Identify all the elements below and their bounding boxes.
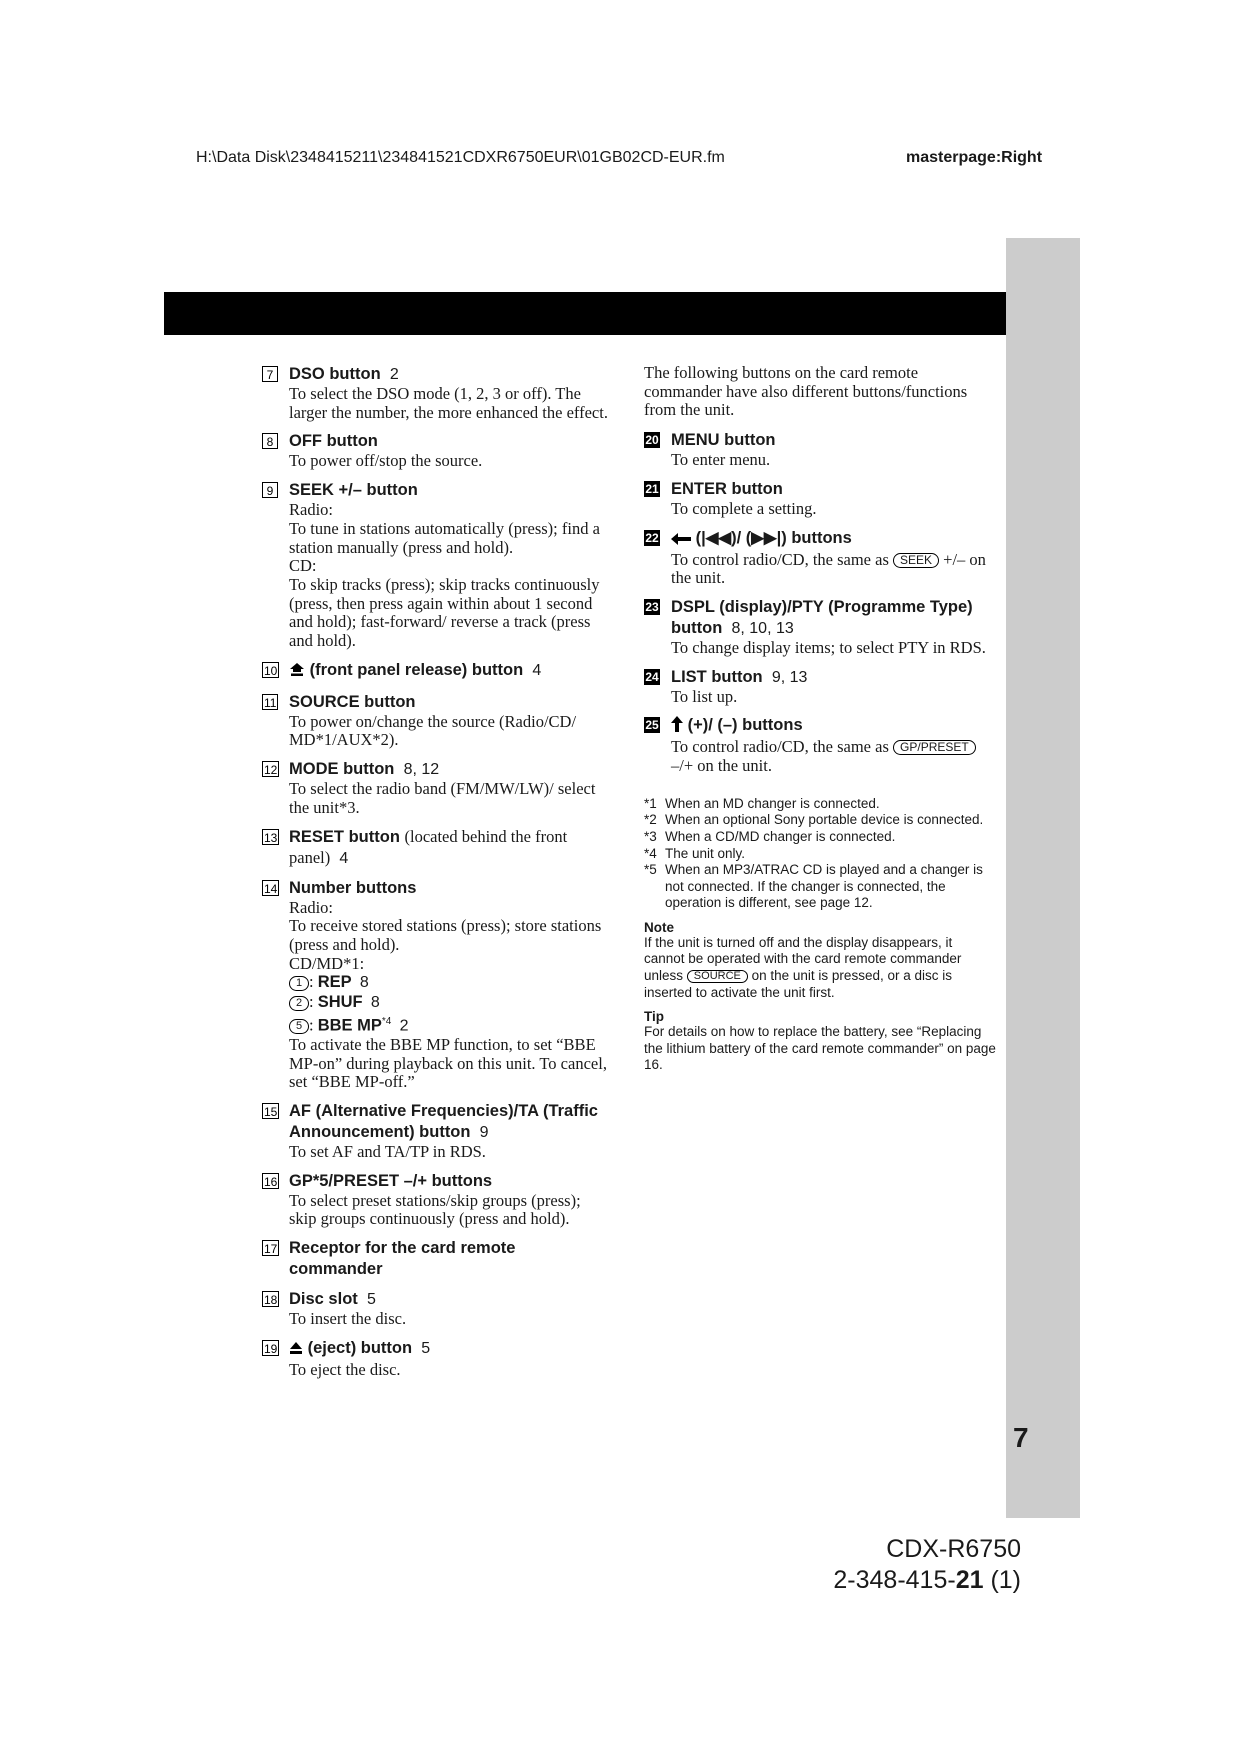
footnote xyxy=(644,812,996,829)
item-title: AF (Alternative Frequencies)/TA (Traffic Announcement) button xyxy=(289,1102,598,1142)
note-text: on the unit is pressed, or a disc is inserted to activate the unit first. xyxy=(644,968,952,1000)
item-number: 8 xyxy=(262,433,278,449)
item-title: (eject) button xyxy=(307,1338,413,1357)
footnote-mark: *1 xyxy=(644,795,657,811)
list-item xyxy=(262,1101,610,1162)
item-desc: Radio: xyxy=(289,897,333,917)
list-item xyxy=(262,364,610,422)
page-ref: 8 xyxy=(370,994,380,1012)
part-number xyxy=(833,1565,1021,1596)
number-key-2: 2 xyxy=(289,996,309,1011)
footnotes xyxy=(644,796,996,912)
item-desc: +/– on the unit. xyxy=(671,549,986,588)
list-item xyxy=(262,878,610,1093)
footnote-text: When an MD changer is connected. xyxy=(665,795,880,811)
footnote-text: When an optional Sony portable device is connected. xyxy=(665,812,984,828)
footnote-mark: *4 xyxy=(644,845,657,861)
item-number: 16 xyxy=(264,1174,278,1189)
item-title: SOURCE button xyxy=(289,692,416,711)
item-title: (front panel release) button xyxy=(309,660,524,679)
source-key-label: SOURCE xyxy=(687,970,748,983)
item-title: Disc slot xyxy=(289,1290,358,1309)
list-item xyxy=(644,528,996,588)
sub-footnote-mark: *4 xyxy=(381,1015,392,1027)
part-number-prefix: 2-348-415- xyxy=(833,1566,956,1594)
number-key-5: 5 xyxy=(289,1019,309,1034)
note-heading: Note xyxy=(644,919,674,935)
side-tab xyxy=(1006,238,1080,1518)
section-bar xyxy=(164,292,1006,335)
item-title: DSPL (display)/PTY (Programme Type) button xyxy=(671,597,973,637)
item-desc: To eject the disc. xyxy=(289,1359,401,1379)
item-desc: To select the DSO mode (1, 2, 3 or off). The larger the number, the more enhanced the effect. xyxy=(289,384,608,422)
list-item xyxy=(644,430,996,470)
page-ref: 8 xyxy=(359,974,369,992)
list-item xyxy=(262,1238,610,1280)
intro-text: The following buttons on the card remote commander have also different buttons/functions from the unit. xyxy=(644,363,968,420)
item-number: 14 xyxy=(264,881,278,896)
item-desc: To select preset stations/skip groups (press); skip groups continuously (press and hold). xyxy=(289,1190,581,1229)
item-number: 17 xyxy=(264,1242,278,1257)
item-desc: –/+ on the unit. xyxy=(671,756,772,776)
item-desc: Radio: xyxy=(289,500,333,520)
list-item xyxy=(262,431,610,471)
file-path: H:\Data Disk\2348415211\234841521CDXR6750EUR\01GB02CD-EUR.fm xyxy=(196,149,725,166)
model-name: CDX-R6750 xyxy=(886,1535,1021,1563)
item-desc: To receive stored stations (press); store stations (press and hold). xyxy=(289,916,602,954)
page-ref: 2 xyxy=(389,366,399,383)
arrow-left-icon xyxy=(671,530,691,551)
list-item xyxy=(644,715,996,775)
item-title: OFF button xyxy=(289,432,378,451)
footnote xyxy=(644,862,996,912)
item-desc: To complete a setting. xyxy=(671,498,817,518)
item-desc: To power off/stop the source. xyxy=(289,451,483,471)
item-number: 22 xyxy=(645,530,659,545)
footnote xyxy=(644,829,996,846)
tip-body: For details on how to replace the battery, see “Replacing the lithium battery of the card remote commander” on page 16. xyxy=(644,1024,996,1073)
item-desc: To skip tracks (press); skip tracks continuously (press, then press again within about 1 second and hold); fast-forward/ reverse a track (press and hold). xyxy=(289,574,600,651)
list-item xyxy=(262,480,610,651)
item-title: Receptor for the card remote commander xyxy=(289,1239,516,1279)
item-number: 19 xyxy=(264,1341,278,1356)
item-number: 15 xyxy=(264,1105,278,1120)
list-item xyxy=(262,1171,610,1229)
list-item xyxy=(262,827,610,869)
list-item xyxy=(262,1338,610,1380)
page-ref: 5 xyxy=(421,1339,431,1357)
list-item xyxy=(262,692,610,750)
item-desc: To list up. xyxy=(671,686,738,706)
footnote-text: The unit only. xyxy=(665,845,746,861)
footnote-mark: *3 xyxy=(644,828,657,844)
item-desc: To select the radio band (FM/MW/LW)/ select the unit*3. xyxy=(289,779,596,817)
item-title-suffix: (located behind the front panel) xyxy=(289,826,568,867)
arrow-up-icon xyxy=(671,716,683,738)
page-ref: 8, 12 xyxy=(403,761,440,779)
item-desc: To control radio/CD, the same as xyxy=(671,549,889,569)
item-desc: To power on/change the source (Radio/CD/ MD*1/AUX*2). xyxy=(289,711,577,750)
note-text: If the unit is turned off and the display disappears, it cannot be operated with the card remote commander unless xyxy=(644,934,962,984)
number-sub-item: 2 : SHUF 8 xyxy=(289,993,610,1013)
front-panel-release-icon xyxy=(289,662,305,683)
item-title: MODE button xyxy=(289,760,395,779)
eject-icon xyxy=(289,1340,303,1361)
footnote-text: When a CD/MD changer is connected. xyxy=(665,828,896,844)
footnote-mark: *5 xyxy=(644,862,657,878)
gp-preset-key-label: GP/PRESET xyxy=(893,740,976,755)
item-title: (|◀◀)/ (▶▶|) buttons xyxy=(695,528,852,547)
page-ref: 9 xyxy=(479,1124,489,1142)
sub-label: BBE MP xyxy=(317,1016,382,1035)
item-title: Number buttons xyxy=(289,878,417,897)
footnote xyxy=(644,796,996,813)
item-title: LIST button xyxy=(671,667,763,686)
list-item xyxy=(644,667,996,707)
page-ref: 5 xyxy=(366,1291,376,1309)
list-item xyxy=(644,479,996,519)
item-number: 10 xyxy=(264,663,278,678)
item-desc: To control radio/CD, the same as xyxy=(671,737,889,757)
item-number: 11 xyxy=(264,695,277,710)
number-sub-item: 5 : BBE MP$^{*4}$ 2 xyxy=(289,1013,610,1036)
item-number: 9 xyxy=(262,482,278,498)
item-desc: To change display items; to select PTY in RDS. xyxy=(671,637,986,657)
item-desc: To activate the BBE MP function, to set “BBE MP-on” during playback on this unit. To cancel, set “BBE MP-off.” xyxy=(289,1034,607,1092)
number-sub-item: 1 : REP 8 xyxy=(289,973,610,993)
seek-key-label: SEEK xyxy=(893,553,939,568)
sub-label: SHUF xyxy=(317,993,363,1012)
item-number: 21 xyxy=(645,481,659,496)
item-title: ENTER button xyxy=(671,479,783,498)
list-item xyxy=(644,597,996,658)
item-desc: CD: xyxy=(289,556,317,576)
item-number: 20 xyxy=(645,433,659,448)
footnote xyxy=(644,846,996,863)
item-number: 24 xyxy=(645,669,659,684)
page-ref: 4 xyxy=(339,849,349,867)
tip-heading: Tip xyxy=(644,1009,664,1025)
footnote-text: When an MP3/ATRAC CD is played and a changer is not connected. If the changer is connected, the operation is different, see page 12. xyxy=(665,862,983,911)
item-number: 7 xyxy=(262,366,278,382)
sub-label: REP xyxy=(317,973,352,992)
item-title: GP*5/PRESET –/+ buttons xyxy=(289,1171,493,1190)
left-column xyxy=(262,364,610,1389)
list-item xyxy=(262,1289,610,1329)
number-key-1: 1 xyxy=(289,976,309,991)
list-item xyxy=(262,660,610,683)
list-item xyxy=(262,759,610,817)
page-ref: 8, 10, 13 xyxy=(731,619,794,637)
item-desc: To insert the disc. xyxy=(289,1309,407,1329)
masterpage-label: masterpage:Right xyxy=(906,149,1043,166)
page-ref: 9, 13 xyxy=(771,668,808,686)
model-block xyxy=(833,1534,1021,1596)
page-ref: 2 xyxy=(399,1017,409,1035)
page-number: 7 xyxy=(1013,1422,1029,1453)
part-number-bold: 21 xyxy=(955,1566,984,1594)
item-desc: CD/MD*1: xyxy=(289,953,365,973)
item-desc: To tune in stations automatically (press); find a station manually (press and hold). xyxy=(289,518,600,557)
item-number: 18 xyxy=(264,1293,278,1308)
item-title: SEEK +/– button xyxy=(289,481,418,500)
part-number-suffix: (1) xyxy=(983,1566,1021,1594)
item-title: MENU button xyxy=(671,431,776,450)
item-number: 12 xyxy=(264,763,278,778)
item-title: RESET button xyxy=(289,827,400,846)
right-column xyxy=(644,364,996,1074)
item-number: 23 xyxy=(645,599,659,614)
item-number: 13 xyxy=(264,830,278,845)
footnote-mark: *2 xyxy=(644,812,657,828)
item-desc: To set AF and TA/TP in RDS. xyxy=(289,1142,486,1162)
item-title: (+)/ (–) buttons xyxy=(687,716,803,735)
page-ref: 4 xyxy=(532,661,542,679)
note-body xyxy=(644,935,996,1001)
item-title: DSO button xyxy=(289,365,381,383)
item-number: 25 xyxy=(645,718,659,733)
item-desc: To enter menu. xyxy=(671,450,771,470)
